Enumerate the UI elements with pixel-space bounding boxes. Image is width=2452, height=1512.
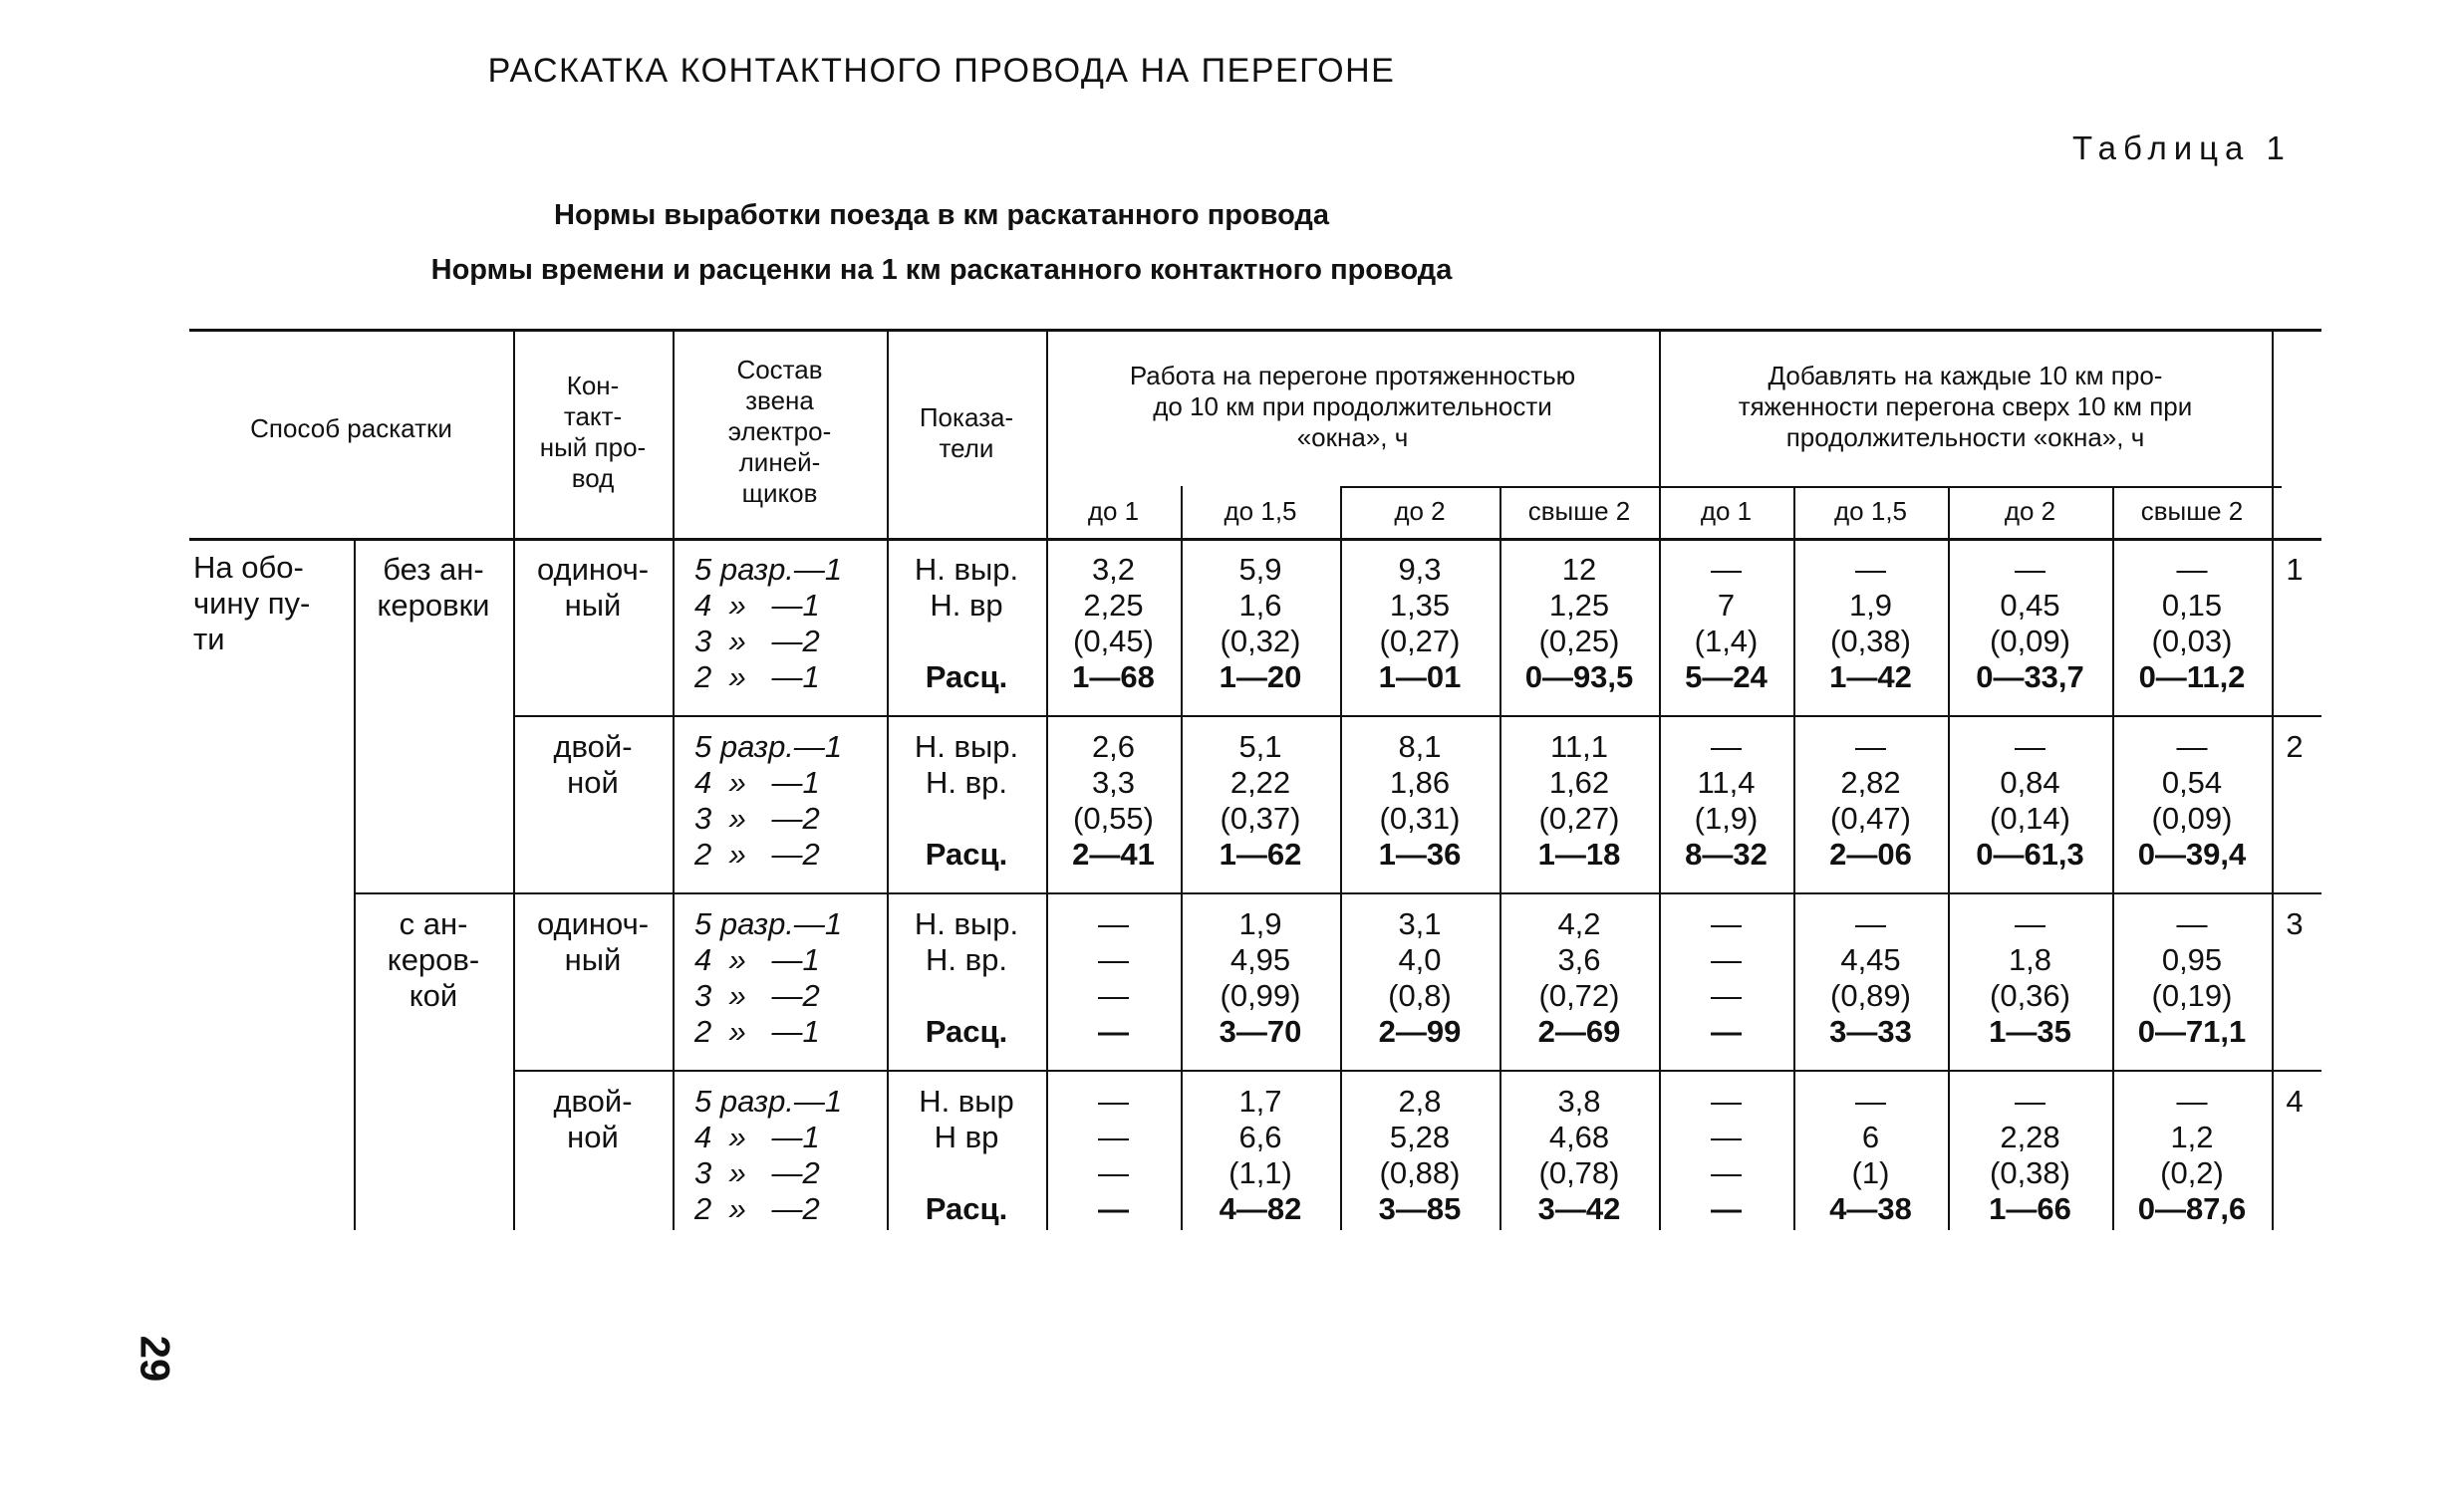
table-value: (0,03): [2151, 624, 2233, 658]
crew-line: 3 » —2: [694, 1155, 820, 1190]
table-value: (0,72): [1538, 978, 1620, 1013]
table-value: —: [1711, 942, 1742, 977]
header-window-duration: свыше 2: [1527, 496, 1631, 526]
table-value: 3,3: [1091, 765, 1136, 800]
table-value: 1—20: [1219, 659, 1302, 694]
indicator-label: Н. вр.: [926, 765, 1007, 800]
table-value: (0,88): [1379, 1155, 1461, 1190]
table-value: —: [2015, 906, 2045, 941]
crew-line: 2 » —1: [694, 1014, 820, 1049]
table-value: 2,82: [1840, 765, 1901, 800]
table-value: —: [1711, 1014, 1742, 1049]
table-value: 3—33: [1829, 1014, 1912, 1049]
table-value: (0,27): [1538, 801, 1620, 836]
table-value: 5—24: [1685, 659, 1768, 694]
table-value: 8—32: [1685, 837, 1768, 872]
table-value: 4,0: [1398, 942, 1442, 977]
crew-line: 5 разр.—1: [694, 1084, 843, 1119]
wire-type: одиноч- ный: [536, 552, 650, 623]
table-value: (0,14): [1990, 801, 2070, 836]
indicator-label: Н. вр: [930, 588, 1003, 623]
crew-line: 5 разр.—1: [694, 906, 843, 941]
table-value: —: [1098, 1014, 1129, 1049]
crew-line: 4 » —1: [694, 1120, 820, 1154]
indicator-label: Н. вр.: [926, 942, 1007, 977]
crew-line: 5 разр.—1: [694, 552, 843, 587]
table-value: (0,38): [1830, 624, 1911, 658]
header-window-duration: до 1,5: [1834, 496, 1907, 526]
table-value: —: [1098, 942, 1129, 977]
table-subtitle-2: Нормы времени и расценки на 1 км раскатанного контактного провода: [430, 254, 1453, 286]
crew-line: 2 » —2: [694, 837, 820, 872]
table-value: —: [2015, 729, 2045, 764]
table-value: 1,8: [2008, 942, 2052, 977]
table-value: 3,8: [1557, 1084, 1601, 1119]
table-value: —: [1098, 1084, 1129, 1119]
indicator-label: Н. выр: [919, 1084, 1014, 1119]
table-value: —: [1711, 978, 1742, 1013]
table-value: —: [1855, 1084, 1886, 1119]
table-value: (1,4): [1694, 624, 1759, 658]
table-value: 0,54: [2161, 765, 2223, 800]
table-value: —: [1711, 906, 1742, 941]
indicator-label: Н. выр.: [914, 552, 1019, 587]
table-value: —: [2015, 552, 2045, 587]
table-value: (1,9): [1694, 801, 1759, 836]
table-value: 5,9: [1238, 552, 1282, 587]
table-value: 1,25: [1548, 588, 1610, 623]
table-value: 12: [1561, 552, 1597, 587]
crew-line: 2 » —2: [694, 1191, 820, 1226]
table-value: 2,6: [1091, 729, 1136, 764]
table-value: 1—01: [1378, 659, 1462, 694]
table-value: —: [2015, 1084, 2045, 1119]
header-window-duration: до 1: [1087, 496, 1140, 526]
crew-line: 4 » —1: [694, 942, 820, 977]
table-value: (0,27): [1379, 624, 1461, 658]
col-rule: [354, 538, 356, 1230]
wire-type: одиноч- ный: [536, 906, 650, 977]
table-value: —: [1711, 1084, 1742, 1119]
indicator-label: Расц.: [925, 1014, 1008, 1049]
table-value: 0—93,5: [1524, 659, 1634, 694]
table-value: —: [1098, 906, 1129, 941]
page-number: 29: [132, 1335, 179, 1383]
table-subtitle-1: Нормы выработки поезда в км раскатанного провода: [554, 199, 1329, 231]
table-value: (0,31): [1379, 801, 1461, 836]
table-value: 1—18: [1537, 837, 1621, 872]
table-value: (0,09): [2151, 801, 2233, 836]
table-value: 4,2: [1557, 906, 1601, 941]
table-value: 3,2: [1091, 552, 1136, 587]
header-group-extra: Добавлять на каждые 10 км про- тяженности перегона сверх 10 км при продолжительности «окна», ч: [1738, 361, 2193, 452]
table-value: (0,25): [1538, 624, 1620, 658]
table-value: 2,25: [1083, 588, 1144, 623]
table-value: 11,4: [1697, 765, 1756, 800]
table-value: 1,2: [2170, 1120, 2214, 1154]
table-value: (1): [1851, 1155, 1890, 1190]
group-header-rule: [1340, 486, 2282, 488]
table-value: 3—42: [1537, 1191, 1621, 1226]
table-value: 1—36: [1378, 837, 1462, 872]
table-value: 0—33,7: [1976, 659, 2084, 694]
table-value: (0,2): [2160, 1155, 2224, 1190]
table-value: 4—82: [1219, 1191, 1302, 1226]
table-value: 3,6: [1557, 942, 1601, 977]
table-value: 6,6: [1238, 1120, 1282, 1154]
table-value: 2—99: [1378, 1014, 1462, 1049]
header-crew: Состав звена электро- линей- щиков: [727, 355, 832, 508]
table-value: (0,55): [1073, 801, 1154, 836]
table-value: —: [1711, 729, 1742, 764]
table-value: —: [1711, 1155, 1742, 1190]
header-window-duration: свыше 2: [2140, 496, 2244, 526]
method-sub: без ан- керовки: [377, 552, 490, 623]
row-divider: [513, 715, 2321, 717]
table-value: 5,1: [1238, 729, 1282, 764]
row-number: 4: [2286, 1084, 2304, 1119]
table-value: 3—70: [1219, 1014, 1302, 1049]
table-value: 1,35: [1389, 588, 1451, 623]
indicator-label: Расц.: [925, 659, 1008, 694]
table-value: 1,86: [1389, 765, 1451, 800]
table-value: 4—38: [1829, 1191, 1912, 1226]
table-value: 0,95: [2161, 942, 2223, 977]
table-value: (0,19): [2151, 978, 2233, 1013]
table-value: 0—11,2: [2138, 659, 2246, 694]
table-value: —: [2176, 729, 2208, 764]
indicator-label: Расц.: [925, 837, 1008, 872]
crew-line: 5 разр.—1: [694, 729, 843, 764]
table-value: 0,15: [2161, 588, 2223, 623]
crew-line: 3 » —2: [694, 978, 820, 1013]
table-value: 4,45: [1840, 942, 1901, 977]
table-value: 3—85: [1378, 1191, 1462, 1226]
table-value: 1,9: [1848, 588, 1893, 623]
table-value: 0—87,6: [2137, 1191, 2247, 1226]
method-main: На обо- чину пу- ти: [193, 550, 311, 656]
table-value: 1—62: [1219, 837, 1302, 872]
header-window-duration: до 2: [1394, 496, 1446, 526]
table-value: —: [1855, 552, 1886, 587]
table-value: 9,3: [1398, 552, 1442, 587]
wire-type: двой- ной: [553, 1084, 633, 1154]
table-value: (0,36): [1990, 978, 2070, 1013]
header-wire: Кон- такт- ный про- вод: [539, 371, 647, 493]
table-value: 1—68: [1072, 659, 1155, 694]
row-divider: [354, 892, 2321, 894]
table-value: (0,32): [1220, 624, 1301, 658]
table-value: (0,47): [1830, 801, 1911, 836]
indicator-label: Н вр: [934, 1120, 999, 1154]
table-value: —: [2176, 552, 2208, 587]
crew-line: 4 » —1: [694, 765, 820, 800]
table-value: (0,78): [1538, 1155, 1620, 1190]
header-window-duration: до 1,5: [1224, 496, 1297, 526]
table-value: —: [1855, 906, 1886, 941]
row-number: 2: [2286, 729, 2304, 764]
table-value: 1—35: [1989, 1014, 2071, 1049]
table-value: 7: [1717, 588, 1736, 623]
table-value: 4,95: [1229, 942, 1291, 977]
header-indicators: Показа- тели: [919, 402, 1014, 463]
indicator-label: Н. выр.: [914, 729, 1019, 764]
table-value: —: [1098, 978, 1129, 1013]
table-value: —: [2176, 906, 2208, 941]
table-value: (0,45): [1073, 624, 1154, 658]
table-value: 0—61,3: [1976, 837, 2084, 872]
table-value: 2,8: [1398, 1084, 1442, 1119]
table-label: Таблица 1: [2072, 129, 2292, 166]
method-sub: с ан- керов- кой: [387, 906, 480, 1013]
table-value: (1,1): [1228, 1155, 1292, 1190]
table-value: —: [1855, 729, 1886, 764]
table-value: 1—42: [1829, 659, 1912, 694]
header-window-duration: до 2: [2004, 496, 2056, 526]
table-value: 1,6: [1238, 588, 1282, 623]
header-window-duration: до 1: [1700, 496, 1753, 526]
table-value: 1—66: [1989, 1191, 2071, 1226]
header-method: Способ раскатки: [250, 413, 452, 443]
header-group-base: Работа на перегоне протяженностью до 10 км при продолжительности «окна», ч: [1129, 361, 1576, 452]
table-value: —: [1711, 1120, 1742, 1154]
table-value: 1,62: [1548, 765, 1610, 800]
table-value: —: [1098, 1120, 1129, 1154]
crew-line: 3 » —2: [694, 624, 820, 658]
wire-type: двой- ной: [553, 729, 633, 800]
table-value: 2,22: [1229, 765, 1291, 800]
table-value: 1,9: [1238, 906, 1282, 941]
table-value: 1,7: [1238, 1084, 1282, 1119]
table-value: (0,89): [1830, 978, 1911, 1013]
table-value: —: [1711, 1191, 1742, 1226]
crew-line: 2 » —1: [694, 659, 820, 694]
indicator-label: Расц.: [925, 1191, 1008, 1226]
table-value: 0—39,4: [2137, 837, 2247, 872]
row-divider: [513, 1070, 2321, 1072]
table-value: (0,8): [1388, 978, 1452, 1013]
table-value: 2—06: [1829, 837, 1912, 872]
table-value: (0,38): [1990, 1155, 2070, 1190]
table-value: 2,28: [2000, 1120, 2060, 1154]
table-top-rule: [189, 329, 2321, 332]
header-bottom-rule: [189, 538, 2321, 541]
table-value: 4,68: [1548, 1120, 1610, 1154]
page-heading: РАСКАТКА КОНТАКТНОГО ПРОВОДА НА ПЕРЕГОНЕ: [487, 52, 1396, 90]
row-number: 1: [2286, 552, 2304, 587]
row-number: 3: [2286, 906, 2304, 941]
table-value: 0,45: [2000, 588, 2060, 623]
indicator-label: Н. выр.: [914, 906, 1019, 941]
table-value: —: [1711, 552, 1742, 587]
table-value: (0,09): [1990, 624, 2070, 658]
table-value: 8,1: [1398, 729, 1442, 764]
table-value: 2—41: [1072, 837, 1155, 872]
table-value: (0,37): [1220, 801, 1301, 836]
table-value: —: [1098, 1191, 1129, 1226]
table-value: 3,1: [1398, 906, 1442, 941]
table-value: 5,28: [1389, 1120, 1451, 1154]
crew-line: 3 » —2: [694, 801, 820, 836]
table-value: 0,84: [2000, 765, 2060, 800]
crew-line: 4 » —1: [694, 588, 820, 623]
table-value: —: [2176, 1084, 2208, 1119]
table-value: 2—69: [1537, 1014, 1621, 1049]
table-value: 11,1: [1549, 729, 1609, 764]
table-value: 0—71,1: [2137, 1014, 2247, 1049]
table-value: 6: [1861, 1120, 1880, 1154]
table-value: —: [1098, 1155, 1129, 1190]
table-value: (0,99): [1220, 978, 1301, 1013]
